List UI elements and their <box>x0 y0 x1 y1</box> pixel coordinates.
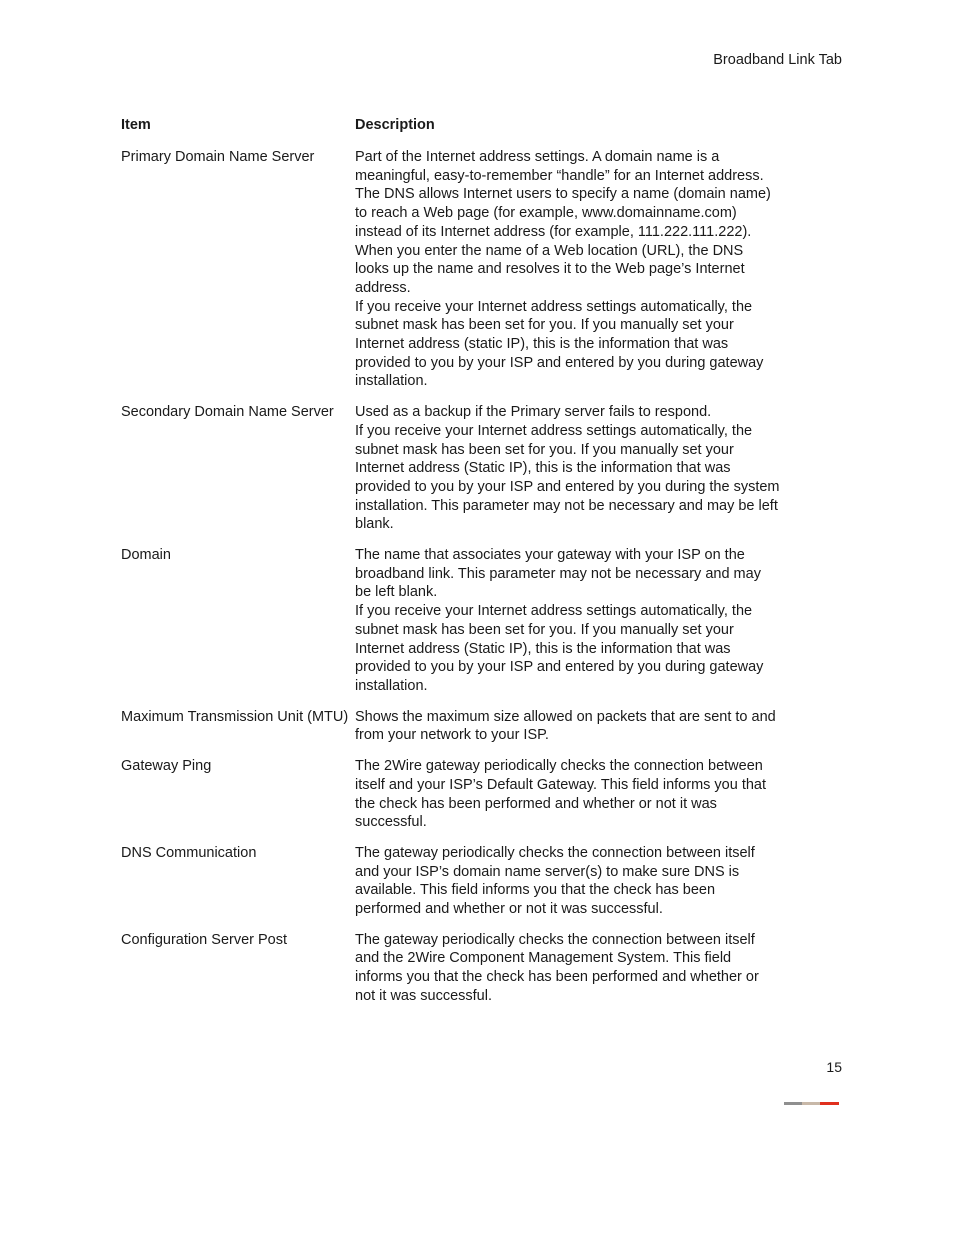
item-description <box>355 403 781 534</box>
item-description <box>355 546 781 696</box>
item-description <box>355 844 781 919</box>
item-name: Maximum Transmission Unit (MTU) <box>121 708 349 725</box>
item-description <box>355 148 781 391</box>
table-row <box>121 148 781 391</box>
description-paragraph: Part of the Internet address settings. A domain name is a meaningful, easy-to-remember “handle” for an Internet address. The DNS allows Internet users to specify a name (domain name) to reach a Web page (for example, www.domainname.com) instead of its Internet address (for example, 111.222.111.222). When you enter the name of a Web location (URL), the DNS looks up the name and resolves it to the Web page’s Internet address. <box>355 149 771 296</box>
item-name: Configuration Server Post <box>121 931 288 948</box>
item-name: Secondary Domain Name Server <box>121 404 334 421</box>
item-name: Primary Domain Name Server <box>121 149 315 165</box>
table-row <box>121 708 781 745</box>
description-paragraph: If you receive your Internet address settings automatically, the subnet mask has been set for you. If you manually set your Internet address (Static IP), this is the information that was provided to you by your ISP and entered by you during the system installation. This parameter may not be necessary and may be left blank. <box>355 422 780 533</box>
page-accent-bar <box>784 1102 839 1105</box>
description-paragraph: The gateway periodically checks the connection between itself and the 2Wire Component Management System. This field informs you that the check has been performed and whether or not it was successful. <box>355 931 759 1004</box>
item-description <box>355 931 781 1006</box>
item-name: DNS Communication <box>121 844 257 861</box>
item-description <box>355 708 781 745</box>
table-row <box>121 403 781 534</box>
table-row <box>121 757 781 832</box>
column-header-item: Item <box>121 117 151 133</box>
page-number: 15 <box>826 1059 842 1075</box>
description-paragraph: The name that associates your gateway with your ISP on the broadband link. This parameter may not be necessary and may be left blank. <box>355 547 761 601</box>
column-header-description: Description <box>355 117 435 133</box>
description-paragraph: If you receive your Internet address settings automatically, the subnet mask has been set for you. If you manually set your Internet address (Static IP), this is the information that was provided to you by your ISP and entered by you during gateway installation. <box>355 603 764 694</box>
description-paragraph: Shows the maximum size allowed on packets that are sent to and from your network to your ISP. <box>355 708 776 744</box>
description-paragraph: The 2Wire gateway periodically checks the connection between itself and your ISP’s Default Gateway. This field informs you that the check has been performed and whether or not it was successful. <box>355 758 767 831</box>
item-description-table <box>121 116 781 1018</box>
table-row <box>121 844 781 919</box>
table-row <box>121 931 781 1006</box>
item-description <box>355 757 781 832</box>
description-paragraph: If you receive your Internet address settings automatically, the subnet mask has been set for you. If you manually set your Internet address (static IP), this is the information that was provided to you by your ISP and entered by you during gateway installation. <box>355 298 764 390</box>
accent-segment-red <box>820 1102 839 1105</box>
table-header-row <box>121 116 781 148</box>
item-name: Domain <box>121 547 171 564</box>
item-name: Gateway Ping <box>121 758 212 775</box>
description-paragraph: Used as a backup if the Primary server fails to respond. <box>355 404 712 421</box>
accent-segment-tan <box>802 1102 820 1105</box>
table-row <box>121 546 781 696</box>
running-header: Broadband Link Tab <box>713 52 842 68</box>
description-paragraph: The gateway periodically checks the connection between itself and your ISP’s domain name server(s) to make sure DNS is available. This field informs you that the check has been performed and whether or not it was successful. <box>355 844 755 918</box>
accent-segment-gray <box>784 1102 802 1105</box>
